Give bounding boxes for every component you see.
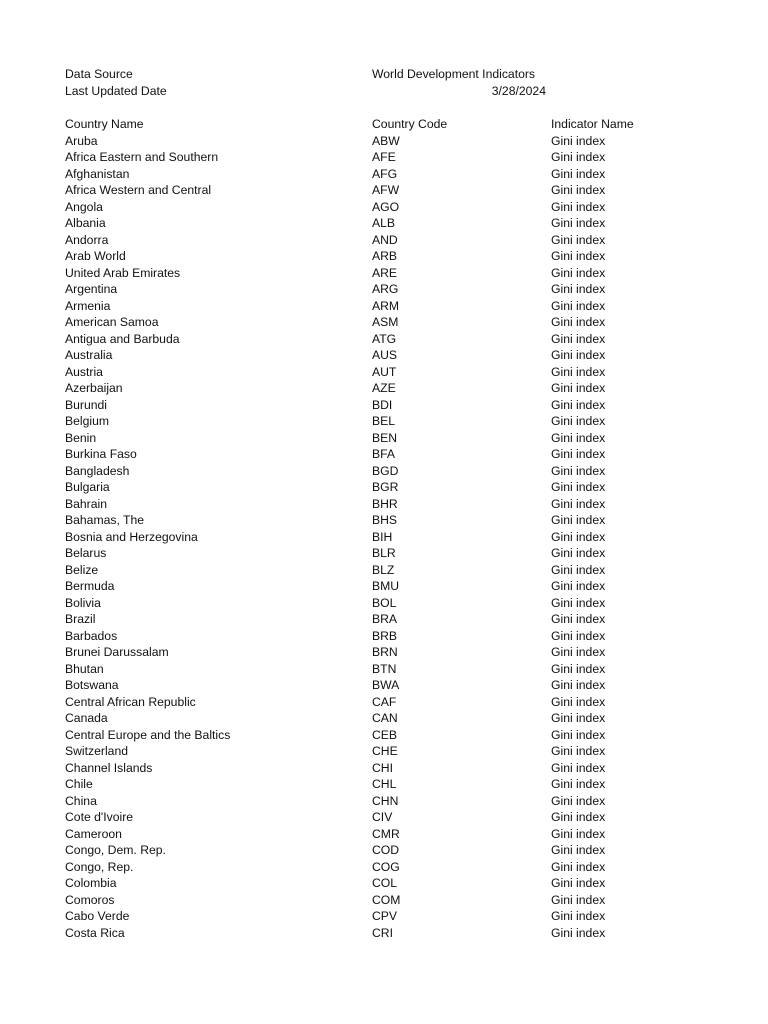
country-name-cell: Cote d'Ivoire <box>65 810 134 824</box>
table-row <box>65 677 685 694</box>
country-code-cell: BOL <box>372 595 397 610</box>
table-row <box>65 149 685 166</box>
country-code-cell: CEB <box>372 727 398 742</box>
table-row <box>65 133 685 150</box>
indicator-name-cell: Gini index <box>551 315 606 329</box>
country-code-cell: BGD <box>372 463 399 478</box>
country-name-cell: Afghanistan <box>65 166 130 181</box>
country-name-cell: Austria <box>65 364 103 379</box>
country-name-cell: Botswana <box>65 678 119 692</box>
country-code-cell: BLR <box>372 546 396 560</box>
indicator-name-cell: Gini index <box>551 760 606 775</box>
table-row <box>65 793 685 810</box>
indicator-name-cell: Gini index <box>551 133 606 148</box>
indicator-name-cell: Gini index <box>551 298 606 313</box>
country-name-cell: Benin <box>65 430 97 445</box>
country-name-cell: Switzerland <box>65 744 128 758</box>
table-row <box>65 479 685 496</box>
table-row <box>65 545 685 562</box>
country-code-cell: AFW <box>372 183 400 197</box>
indicator-name-cell: Gini index <box>551 579 606 593</box>
country-name-cell: United Arab Emirates <box>65 265 181 280</box>
indicator-name-cell: Gini index <box>551 546 606 560</box>
country-name-cell: Cabo Verde <box>65 909 130 923</box>
indicator-name-cell: Gini index <box>551 843 606 857</box>
table-row <box>65 248 685 265</box>
indicator-name-cell: Gini index <box>551 183 606 197</box>
header-country-code: Country Code <box>372 117 448 131</box>
table-row <box>65 578 685 595</box>
country-code-cell: AGO <box>372 199 400 214</box>
indicator-name-cell: Gini index <box>551 232 606 247</box>
indicator-name-cell: Gini index <box>551 859 606 874</box>
country-code-cell: BRA <box>372 612 398 626</box>
country-name-cell: Canada <box>65 711 108 725</box>
table-row <box>65 347 685 364</box>
last-updated-label: Last Updated Date <box>65 84 167 98</box>
indicator-name-cell: Gini index <box>551 216 606 230</box>
country-code-cell: ARB <box>372 249 398 263</box>
table-row <box>65 628 685 645</box>
country-code-cell: AND <box>372 232 398 247</box>
indicator-name-cell: Gini index <box>551 480 606 494</box>
country-name-cell: Argentina <box>65 282 118 296</box>
header-country-name: Country Name <box>65 117 144 131</box>
country-code-cell: COD <box>372 843 400 857</box>
indicator-name-cell: Gini index <box>551 645 606 659</box>
table-row <box>65 859 685 876</box>
table-row <box>65 826 685 843</box>
table-row <box>65 925 685 942</box>
country-code-cell: BIH <box>372 529 393 544</box>
country-code-cell: CPV <box>372 909 398 923</box>
table-row <box>65 595 685 612</box>
country-name-cell: Bhutan <box>65 661 104 676</box>
table-row <box>65 463 685 480</box>
country-name-cell: Comoros <box>65 892 115 907</box>
last-updated-value: 3/28/2024 <box>491 84 546 98</box>
table-row <box>65 446 685 463</box>
table-row <box>65 232 685 249</box>
country-code-cell: CHL <box>372 777 397 791</box>
country-name-cell: Andorra <box>65 232 109 247</box>
country-name-cell: Central Europe and the Baltics <box>65 727 231 742</box>
table-row <box>65 743 685 760</box>
country-code-cell: CMR <box>372 826 400 841</box>
country-name-cell: Channel Islands <box>65 760 153 775</box>
table-row <box>65 842 685 859</box>
last-updated-row <box>65 83 547 100</box>
country-name-cell: Belize <box>65 562 99 577</box>
table-row <box>65 397 685 414</box>
indicator-name-cell: Gini index <box>551 612 606 626</box>
indicator-name-cell: Gini index <box>551 826 606 841</box>
table-row <box>65 182 685 199</box>
indicator-name-cell: Gini index <box>551 364 606 379</box>
table-row <box>65 892 685 909</box>
country-code-cell: AUT <box>372 364 397 379</box>
table-row <box>65 331 685 348</box>
indicator-name-cell: Gini index <box>551 381 606 395</box>
indicator-name-cell: Gini index <box>551 150 606 164</box>
country-name-cell: Cameroon <box>65 826 122 841</box>
country-name-cell: Africa Eastern and Southern <box>65 150 219 164</box>
table-row <box>65 364 685 381</box>
table-row <box>65 694 685 711</box>
country-code-cell: CIV <box>372 810 393 824</box>
country-code-cell: AFG <box>372 166 398 181</box>
table-row <box>65 562 685 579</box>
table-row <box>65 727 685 744</box>
country-code-cell: BEL <box>372 414 396 428</box>
indicator-name-cell: Gini index <box>551 678 606 692</box>
country-name-cell: Brazil <box>65 612 96 626</box>
country-code-cell: CRI <box>372 925 393 940</box>
indicator-name-cell: Gini index <box>551 727 606 742</box>
country-name-cell: Bosnia and Herzegovina <box>65 529 198 544</box>
country-code-cell: AZE <box>372 381 396 395</box>
data-source-row <box>65 66 547 83</box>
country-code-cell: ASM <box>372 315 399 329</box>
indicator-name-cell: Gini index <box>551 199 606 214</box>
indicator-name-cell: Gini index <box>551 397 606 412</box>
country-code-cell: ALB <box>372 216 396 230</box>
indicator-name-cell: Gini index <box>551 265 606 280</box>
country-name-cell: Bolivia <box>65 595 101 610</box>
indicator-name-cell: Gini index <box>551 628 606 643</box>
header-indicator-name: Indicator Name <box>551 117 634 131</box>
country-code-cell: CHN <box>372 793 399 808</box>
country-code-cell: AUS <box>372 348 398 362</box>
country-name-cell: Belgium <box>65 414 110 428</box>
country-name-cell: Bahrain <box>65 496 108 511</box>
country-code-cell: COM <box>372 892 401 907</box>
country-code-cell: CHI <box>372 760 393 775</box>
indicator-name-cell: Gini index <box>551 249 606 263</box>
country-name-cell: Angola <box>65 199 103 214</box>
data-source-label: Data Source <box>65 67 133 81</box>
country-name-cell: Chile <box>65 777 93 791</box>
table-row <box>65 380 685 397</box>
country-code-cell: BRB <box>372 628 398 643</box>
table-row <box>65 809 685 826</box>
country-code-cell: COG <box>372 859 400 874</box>
country-name-cell: Bermuda <box>65 579 115 593</box>
country-name-cell: Central African Republic <box>65 694 196 709</box>
country-name-cell: Bahamas, The <box>65 513 145 527</box>
indicator-table <box>65 116 685 941</box>
country-name-cell: Antigua and Barbuda <box>65 331 180 346</box>
indicator-name-cell: Gini index <box>551 892 606 907</box>
indicator-name-cell: Gini index <box>551 348 606 362</box>
country-name-cell: Colombia <box>65 876 117 890</box>
indicator-name-cell: Gini index <box>551 447 606 461</box>
country-code-cell: BFA <box>372 447 396 461</box>
indicator-name-cell: Gini index <box>551 496 606 511</box>
country-code-cell: BMU <box>372 579 400 593</box>
table-row <box>65 644 685 661</box>
country-name-cell: Australia <box>65 348 113 362</box>
country-name-cell: China <box>65 793 97 808</box>
table-row <box>65 413 685 430</box>
indicator-name-cell: Gini index <box>551 166 606 181</box>
country-code-cell: CAN <box>372 711 398 725</box>
indicator-name-cell: Gini index <box>551 711 606 725</box>
country-name-cell: Bulgaria <box>65 480 110 494</box>
table-header-row <box>65 116 685 133</box>
country-code-cell: ABW <box>372 133 400 148</box>
table-row <box>65 661 685 678</box>
country-code-cell: BGR <box>372 480 399 494</box>
table-row <box>65 908 685 925</box>
table-row <box>65 776 685 793</box>
data-source-value: World Development Indicators <box>372 67 536 81</box>
country-name-cell: American Samoa <box>65 315 159 329</box>
indicator-name-cell: Gini index <box>551 562 606 577</box>
table-row <box>65 298 685 315</box>
country-code-cell: CHE <box>372 744 398 758</box>
country-code-cell: COL <box>372 876 398 890</box>
indicator-name-cell: Gini index <box>551 810 606 824</box>
indicator-name-cell: Gini index <box>551 595 606 610</box>
indicator-name-cell: Gini index <box>551 876 606 890</box>
country-name-cell: Armenia <box>65 298 111 313</box>
country-name-cell: Albania <box>65 216 106 230</box>
indicator-name-cell: Gini index <box>551 777 606 791</box>
country-name-cell: Aruba <box>65 133 98 148</box>
country-code-cell: ARE <box>372 265 398 280</box>
country-code-cell: ARM <box>372 298 400 313</box>
table-row <box>65 430 685 447</box>
table-row <box>65 199 685 216</box>
country-name-cell: Arab World <box>65 249 126 263</box>
country-code-cell: AFE <box>372 150 396 164</box>
indicator-name-cell: Gini index <box>551 513 606 527</box>
indicator-name-cell: Gini index <box>551 661 606 676</box>
country-code-cell: ARG <box>372 282 399 296</box>
indicator-name-cell: Gini index <box>551 463 606 478</box>
country-name-cell: Costa Rica <box>65 925 125 940</box>
indicator-name-cell: Gini index <box>551 694 606 709</box>
table-row <box>65 215 685 232</box>
country-code-cell: CAF <box>372 694 397 709</box>
country-name-cell: Africa Western and Central <box>65 183 212 197</box>
table-row <box>65 529 685 546</box>
country-code-cell: BTN <box>372 661 397 676</box>
table-row <box>65 496 685 513</box>
indicator-name-cell: Gini index <box>551 793 606 808</box>
indicator-name-cell: Gini index <box>551 744 606 758</box>
table-row <box>65 281 685 298</box>
indicator-name-cell: Gini index <box>551 430 606 445</box>
table-row <box>65 512 685 529</box>
country-code-cell: ATG <box>372 331 397 346</box>
indicator-name-cell: Gini index <box>551 925 606 940</box>
country-code-cell: BDI <box>372 397 393 412</box>
country-name-cell: Barbados <box>65 628 118 643</box>
country-name-cell: Congo, Dem. Rep. <box>65 843 166 857</box>
indicator-name-cell: Gini index <box>551 909 606 923</box>
table-row <box>65 875 685 892</box>
country-name-cell: Burundi <box>65 397 108 412</box>
country-name-cell: Bangladesh <box>65 463 130 478</box>
country-name-cell: Belarus <box>65 546 107 560</box>
table-row <box>65 265 685 282</box>
country-code-cell: BHS <box>372 513 398 527</box>
country-name-cell: Congo, Rep. <box>65 859 134 874</box>
table-row <box>65 166 685 183</box>
country-code-cell: BEN <box>372 430 398 445</box>
country-name-cell: Burkina Faso <box>65 447 137 461</box>
country-name-cell: Brunei Darussalam <box>65 645 169 659</box>
country-name-cell: Azerbaijan <box>65 381 123 395</box>
indicator-name-cell: Gini index <box>551 414 606 428</box>
country-code-cell: BWA <box>372 678 400 692</box>
indicator-name-cell: Gini index <box>551 282 606 296</box>
table-row <box>65 710 685 727</box>
indicator-name-cell: Gini index <box>551 331 606 346</box>
table-row <box>65 760 685 777</box>
country-code-cell: BRN <box>372 645 398 659</box>
table-row <box>65 314 685 331</box>
table-row <box>65 611 685 628</box>
country-code-cell: BLZ <box>372 562 395 577</box>
country-code-cell: BHR <box>372 496 398 511</box>
indicator-name-cell: Gini index <box>551 529 606 544</box>
